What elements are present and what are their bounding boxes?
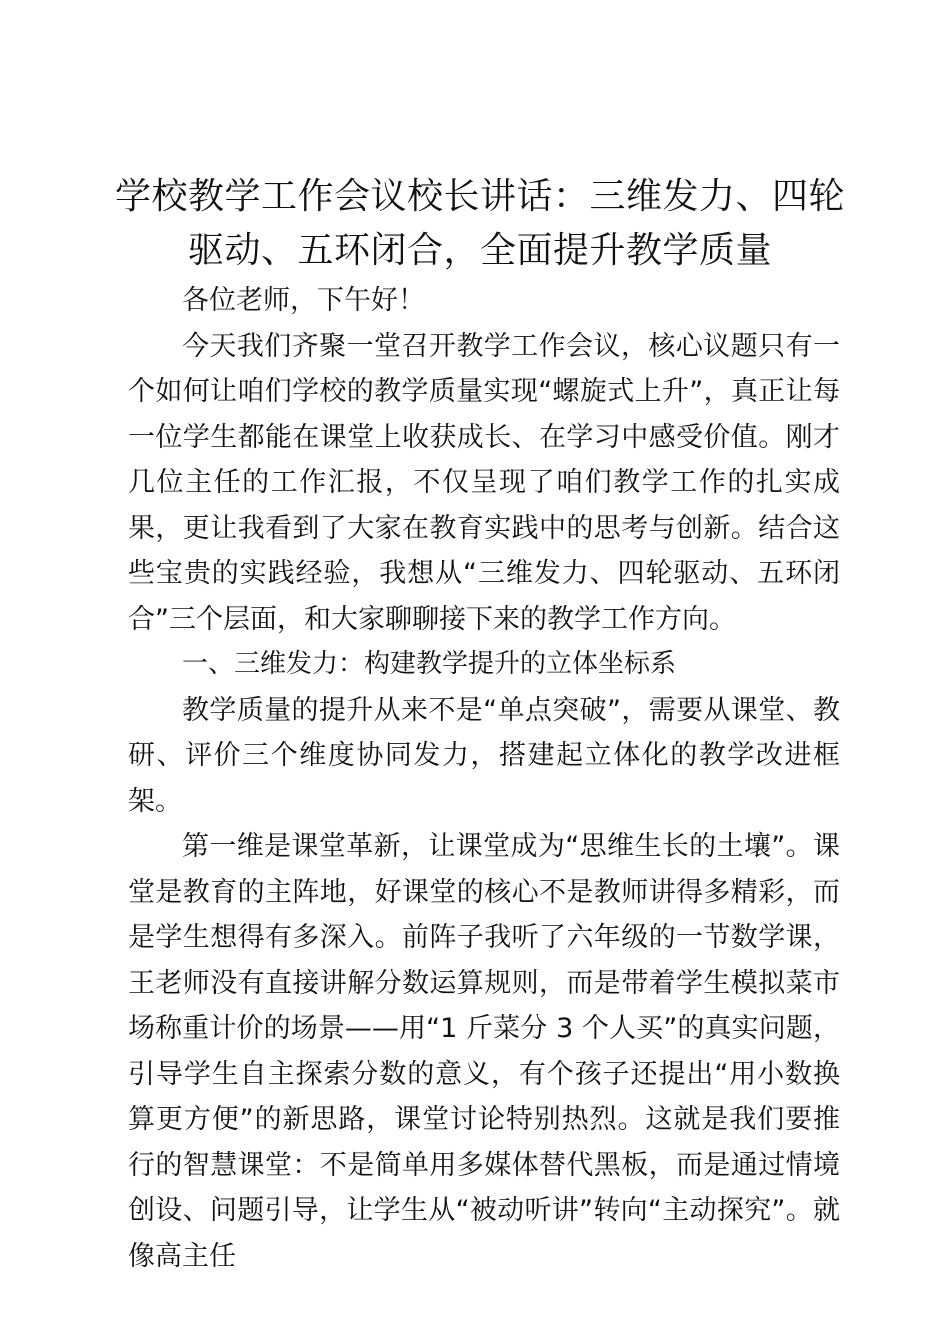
greeting-paragraph: 各位老师，下午好！: [182, 285, 425, 316]
body-paragraph: 教学质量的提升从来不是“单点突破”，需要从课堂、教研、评价三个维度协同发力，搭建起立体化的教学改进框架。: [128, 694, 840, 817]
document-title: 学校教学工作会议校长讲话：三维发力、四轮驱动、五环闭合，全面提升教学质量: [114, 176, 845, 271]
document-body: [128, 278, 840, 1279]
body-paragraph: 第一维是课堂革新，让课堂成为“思维生长的土壤”。课堂是教育的主阵地，好课堂的核心不是教师讲得多精彩，而是学生想得有多深入。前阵子我听了六年级的一节数学课，王老师没有直接讲解分数运算规则，而是带着学生模拟菜市场称重计价的场景——用“1 斤菜分 3 个人买”的真实问题，引导学生自主探索分数的意义，有个孩子还提出“用小数换算更方便”的新思路，课堂讨论特别热烈。这就是我们要推行的智慧课堂：不是简单用多媒体替代黑板，而是通过情境创设、问题引导，让学生从“被动听讲”转向“主动探究”。就像高主任: [128, 831, 840, 1272]
intro-paragraph: 今天我们齐聚一堂召开教学工作会议，核心议题只有一个如何让咱们学校的教学质量实现“螺旋式上升”，真正让每一位学生都能在课堂上收获成长、在学习中感受价值。刚才几位主任的工作汇报，不仅呈现了咱们教学工作的扎实成果，更让我看到了大家在教育实践中的思考与创新。结合这些宝贵的实践经验，我想从“三维发力、四轮驱动、五环闭合”三个层面，和大家聊聊接下来的教学工作方向。: [128, 330, 840, 635]
section-heading: 一、三维发力：构建教学提升的立体坐标系: [182, 649, 677, 679]
